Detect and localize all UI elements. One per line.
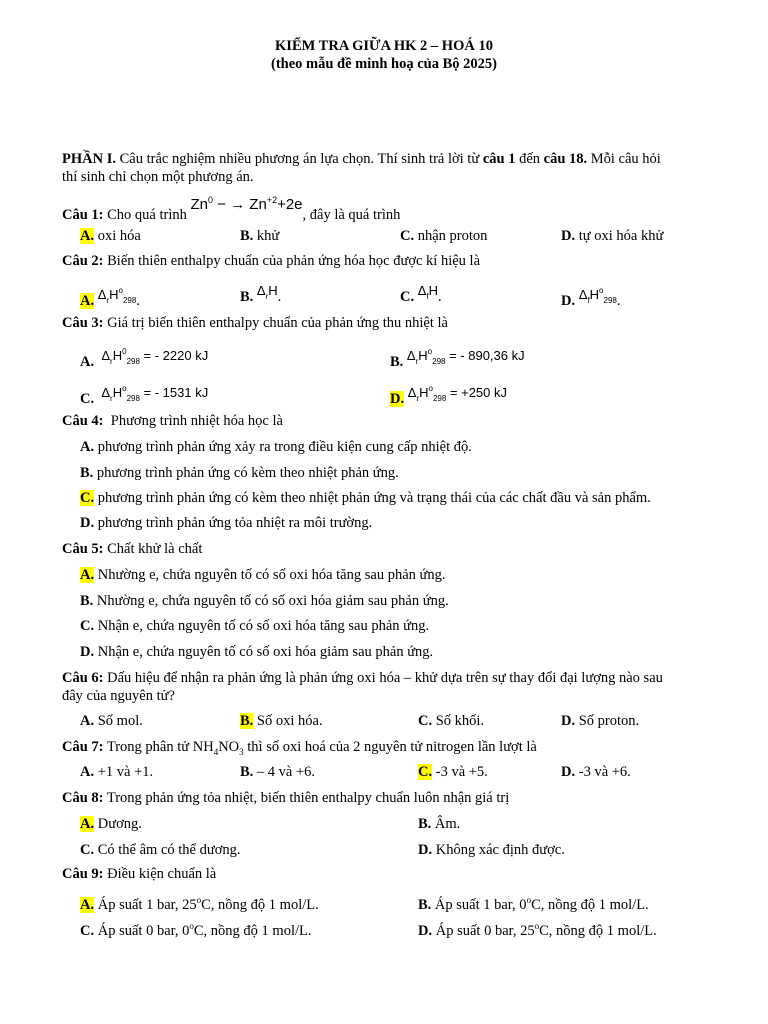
q1-option-b[interactable]: B. khử — [240, 228, 280, 244]
exam-header — [0, 37, 768, 73]
question-9: Câu 9: Điều kiện chuẩn là — [62, 866, 217, 882]
question-label: Câu 6: — [62, 670, 104, 686]
part1-instructions-line2: thí sinh chỉ chọn một phương án. — [62, 169, 254, 185]
question-7: Câu 7: Trong phân tử $NH_4NO_3$ thì số oxi hoá của 2 nguyên tử nitrogen lần lượt là — [62, 739, 537, 757]
q4-option-b[interactable]: B. phương trình phản ứng có kèm theo nhiệt phản ứng. — [80, 465, 399, 481]
question-label: Câu 2: — [62, 253, 104, 269]
q5-option-b[interactable]: B. Nhường e, chứa nguyên tố có số oxi hóa giảm sau phản ứng. — [80, 593, 449, 609]
q2-option-c[interactable]: C. $\Delta_fH$. — [400, 283, 442, 305]
q1-option-d[interactable]: D. tự oxi hóa khử — [561, 228, 664, 244]
q6-option-a[interactable]: A. Số mol. — [80, 713, 143, 729]
question-label: Câu 9: — [62, 866, 104, 882]
question-3: Câu 3: Giá trị biến thiên enthalpy chuẩn của phản ứng thu nhiệt là — [62, 315, 448, 331]
q1-option-a[interactable]: A. oxi hóa — [80, 228, 141, 244]
question-6-line2: đây của nguyên tử? — [62, 688, 175, 704]
q7-option-d[interactable]: D. -3 và +6. — [561, 764, 631, 780]
q5-option-a[interactable]: A. Nhường e, chứa nguyên tố có số oxi hóa tăng sau phản ứng. — [80, 567, 446, 583]
q2-option-a[interactable]: A. $\Delta_rH^o_{298}$. — [80, 286, 140, 309]
q3-option-d[interactable]: D. $\Delta_rH^o_{298} = +250$ kJ — [390, 384, 508, 407]
q7-option-c[interactable]: C. -3 và +5. — [418, 764, 488, 780]
equation: $Zn^0$ − → $Zn^{+2}+2e$ — [190, 195, 303, 213]
q3-option-a[interactable]: A. $\Delta_rH^0_{298}$ = - 2220 kJ — [80, 347, 209, 370]
q6-option-d[interactable]: D. Số proton. — [561, 713, 640, 729]
part1-instructions: PHẦN I. Câu trắc nghiệm nhiều phương án lựa chọn. Thí sinh trả lời từ câu 1 đến câu 18. Mỗi câu hỏi — [62, 151, 661, 167]
q6-option-c[interactable]: C. Số khối. — [418, 713, 485, 729]
question-6: Câu 6: Dấu hiệu để nhận ra phản ứng là phản ứng oxi hóa – khử dựa trên sự thay đổi đại lượng nào sau — [62, 670, 663, 686]
q5-option-c[interactable]: C. Nhận e, chứa nguyên tố có số oxi hóa tăng sau phản ứng. — [80, 618, 430, 634]
q3-option-c[interactable]: C. $\Delta_rH^o_{298}$ = - 1531 kJ — [80, 384, 209, 407]
exam-subtitle: (theo mẫu đề minh hoạ của Bộ 2025) — [271, 56, 497, 72]
q4-option-d[interactable]: D. phương trình phản ứng tỏa nhiệt ra môi trường. — [80, 515, 373, 531]
question-5: Câu 5: Chất khử là chất — [62, 541, 203, 557]
question-label: Câu 1: — [62, 207, 104, 223]
q7-option-a[interactable]: A. +1 và +1. — [80, 764, 154, 780]
q7-option-b[interactable]: B. – 4 và +6. — [240, 764, 316, 780]
q2-option-b[interactable]: B. $\Delta_rH$. — [240, 283, 282, 305]
q5-option-d[interactable]: D. Nhận e, chứa nguyên tố có số oxi hóa giảm sau phản ứng. — [80, 644, 434, 660]
question-label: Câu 4: — [62, 413, 104, 429]
q4-option-a[interactable]: A. phương trình phản ứng xảy ra trong điều kiện cung cấp nhiệt độ. — [80, 439, 472, 455]
q9-option-b[interactable]: B. Áp suất 1 bar, 0$^o$C, nồng độ 1 mol/L. — [418, 895, 649, 913]
exam-title: KIỂM TRA GIỮA HK 2 – HOÁ 10 — [275, 38, 493, 54]
q8-option-c[interactable]: C. Có thể âm có thể dương. — [80, 842, 241, 858]
q9-option-c[interactable]: C. Áp suất 0 bar, 0$^o$C, nồng độ 1 mol/L. — [80, 921, 312, 939]
question-8: Câu 8: Trong phản ứng tỏa nhiệt, biến thiên enthalpy chuẩn luôn nhận giá trị — [62, 790, 510, 806]
q8-option-d[interactable]: D. Không xác định được. — [418, 842, 565, 858]
q6-option-b[interactable]: B. Số oxi hóa. — [240, 713, 323, 729]
question-label: Câu 5: — [62, 541, 104, 557]
q1-option-c[interactable]: C. nhận proton — [400, 228, 488, 244]
question-2: Câu 2: Biến thiên enthalpy chuẩn của phản ứng hóa học được kí hiệu là — [62, 253, 481, 269]
q2-option-d[interactable]: D. $\Delta_fH^o_{298}$. — [561, 286, 621, 309]
question-label: Câu 3: — [62, 315, 104, 331]
q9-option-d[interactable]: D. Áp suất 0 bar, 25$^o$C, nồng độ 1 mol/L. — [418, 921, 657, 939]
question-label: Câu 8: — [62, 790, 104, 806]
q8-option-b[interactable]: B. Âm. — [418, 816, 461, 832]
question-1: Câu 1: Cho quá trình $Zn^0$ − → $Zn^{+2}+2e$, đây là quá trình — [62, 195, 401, 223]
question-label: Câu 7: — [62, 739, 104, 755]
q9-option-a[interactable]: A. Áp suất 1 bar, 25$^o$C, nồng độ 1 mol/L. — [80, 895, 319, 913]
q8-option-a[interactable]: A. Dương. — [80, 816, 142, 832]
part1-label: PHẦN I. — [62, 151, 116, 167]
q3-option-b[interactable]: B. $\Delta_rH^o_{298}$ = - 890,36 kJ — [390, 347, 525, 370]
question-4: Câu 4: Phương trình nhiệt hóa học là — [62, 413, 283, 429]
q4-option-c[interactable]: C. phương trình phản ứng có kèm theo nhiệt phản ứng và trạng thái của các chất đầu và sản phẩm. — [80, 490, 651, 506]
